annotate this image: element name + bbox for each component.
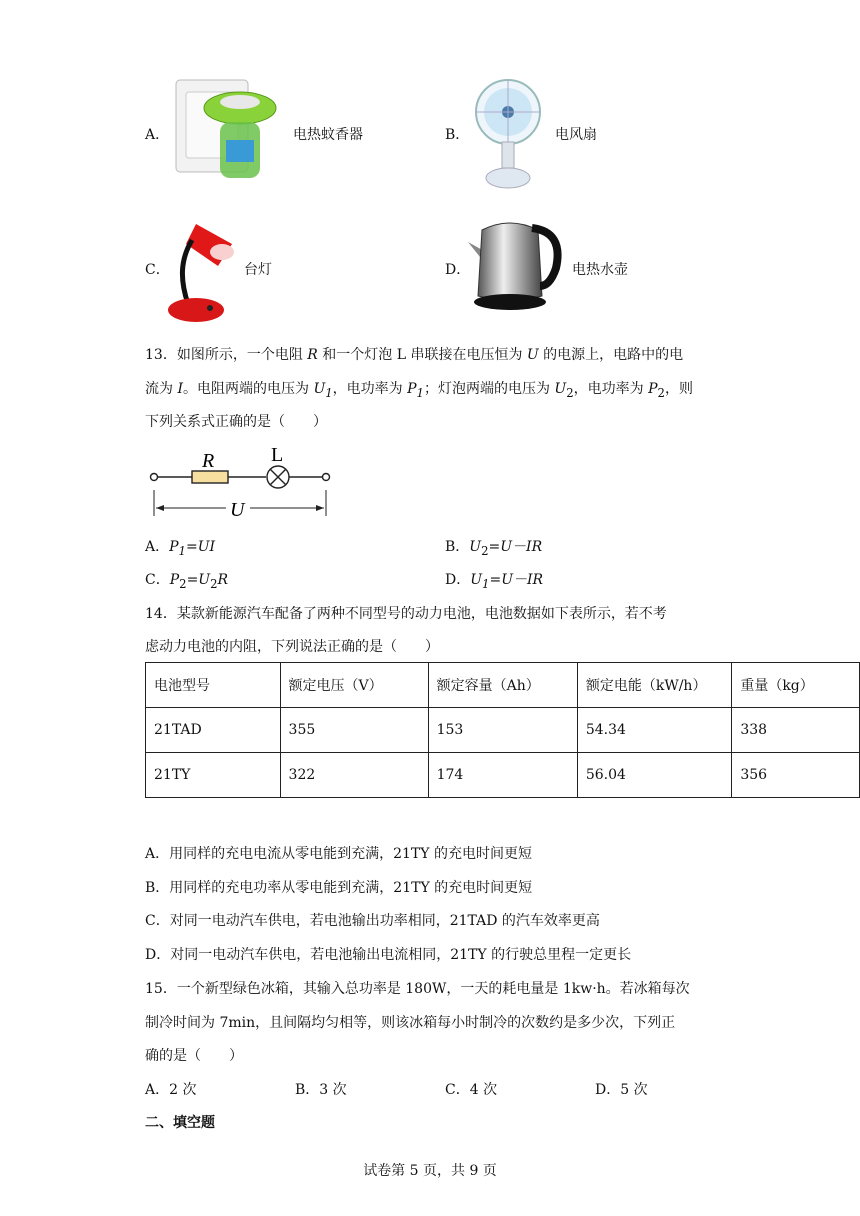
q13-option-c: C．$P_2=U_2R$ bbox=[145, 572, 229, 591]
battery-table bbox=[145, 662, 860, 798]
q14-line2: 虑动力电池的内阻，下列说法正确的是（ ） bbox=[145, 639, 439, 655]
q14-option-d: D．对同一电动汽车供电，若电池输出电流相同，21TY 的行驶总里程一定更长 bbox=[145, 947, 632, 963]
table-cell: 322 bbox=[280, 753, 428, 798]
desk-lamp-icon bbox=[166, 210, 242, 326]
q13-line3: 下列关系式正确的是（ ） bbox=[145, 414, 327, 430]
table-cell: 56.04 bbox=[577, 753, 731, 798]
resistor-symbol bbox=[192, 471, 228, 483]
q13-line2: 流为 I。电阻两端的电压为 $U_1$，电功率为 $P_1$；灯泡两端的电压为 $U_2$，电功率为 $P_2$，则 bbox=[145, 381, 693, 400]
circuit-diagram bbox=[146, 444, 336, 522]
q15-line1: 15．一个新型绿色冰箱，其输入总功率是 180W，一天的耗电量是 1kw·h。若冰箱每次 bbox=[145, 981, 690, 997]
table-cell: 54.34 bbox=[577, 708, 731, 753]
q14-option-b: B．用同样的充电功率从零电能到充满，21TY 的充电时间更短 bbox=[145, 880, 533, 896]
voltage-label: U bbox=[230, 499, 245, 521]
q13-option-b: B．$U_2=U-IR$ bbox=[445, 539, 543, 558]
option-b-label: 电风扇 bbox=[555, 127, 597, 143]
table-header-cell: 额定电压（V） bbox=[280, 663, 428, 708]
table-header-cell: 额定容量（Ah） bbox=[428, 663, 577, 708]
page-footer: 试卷第 5 页，共 9 页 bbox=[363, 1163, 497, 1179]
electric-kettle-icon bbox=[466, 212, 566, 316]
q14-option-a: A．用同样的充电电流从零电能到充满，21TY 的充电时间更短 bbox=[145, 846, 532, 862]
q15-option-a: A．2 次 bbox=[145, 1082, 197, 1098]
q14-option-c: C．对同一电动汽车供电，若电池输出功率相同，21TAD 的汽车效率更高 bbox=[145, 913, 600, 929]
option-c-letter: C． bbox=[145, 262, 170, 278]
mosquito-repeller-icon bbox=[172, 78, 280, 186]
q13-option-a: A．$P_1=UI$ bbox=[145, 539, 216, 558]
q13-line1: 13．如图所示，一个电阻 R 和一个灯泡 L 串联接在电压恒为 U 的电源上，电路中的电 bbox=[145, 347, 684, 363]
option-b-letter: B． bbox=[445, 127, 470, 143]
q14-line1: 14．某款新能源汽车配备了两种不同型号的动力电池，电池数据如下表所示，若不考 bbox=[145, 606, 667, 622]
table-cell: 356 bbox=[732, 753, 860, 798]
table-cell: 153 bbox=[428, 708, 577, 753]
q15-line3: 确的是（ ） bbox=[145, 1048, 243, 1064]
q15-option-d: D．5 次 bbox=[595, 1082, 648, 1098]
table-header-row bbox=[146, 663, 860, 708]
option-c-label: 台灯 bbox=[244, 262, 272, 278]
table-cell: 174 bbox=[428, 753, 577, 798]
table-cell: 21TY bbox=[146, 753, 281, 798]
q15-option-b: B．3 次 bbox=[295, 1082, 347, 1098]
option-d-letter: D． bbox=[445, 262, 471, 278]
table-header-cell: 额定电能（kW/h） bbox=[577, 663, 731, 708]
table-row bbox=[146, 753, 860, 798]
section-title: 二、填空题 bbox=[145, 1115, 215, 1131]
electric-fan-icon bbox=[466, 76, 550, 192]
table-cell: 21TAD bbox=[146, 708, 281, 753]
q15-option-c: C．4 次 bbox=[445, 1082, 498, 1098]
table-row bbox=[146, 708, 860, 753]
q13-option-d: D．$U_1=U-IR$ bbox=[445, 572, 544, 591]
table-header-cell: 电池型号 bbox=[146, 663, 281, 708]
option-a-letter: A． bbox=[145, 127, 170, 143]
resistor-label: R bbox=[202, 450, 215, 472]
table-cell: 355 bbox=[280, 708, 428, 753]
lamp-label: L bbox=[271, 444, 284, 466]
option-d-label: 电热水壶 bbox=[572, 262, 628, 278]
q15-line2: 制冷时间为 7min，且间隔均匀相等，则该冰箱每小时制冷的次数约是多少次，下列正 bbox=[145, 1015, 676, 1031]
table-cell: 338 bbox=[732, 708, 860, 753]
option-a-label: 电热蚊香器 bbox=[293, 127, 363, 143]
table-header-cell: 重量（kg） bbox=[732, 663, 860, 708]
